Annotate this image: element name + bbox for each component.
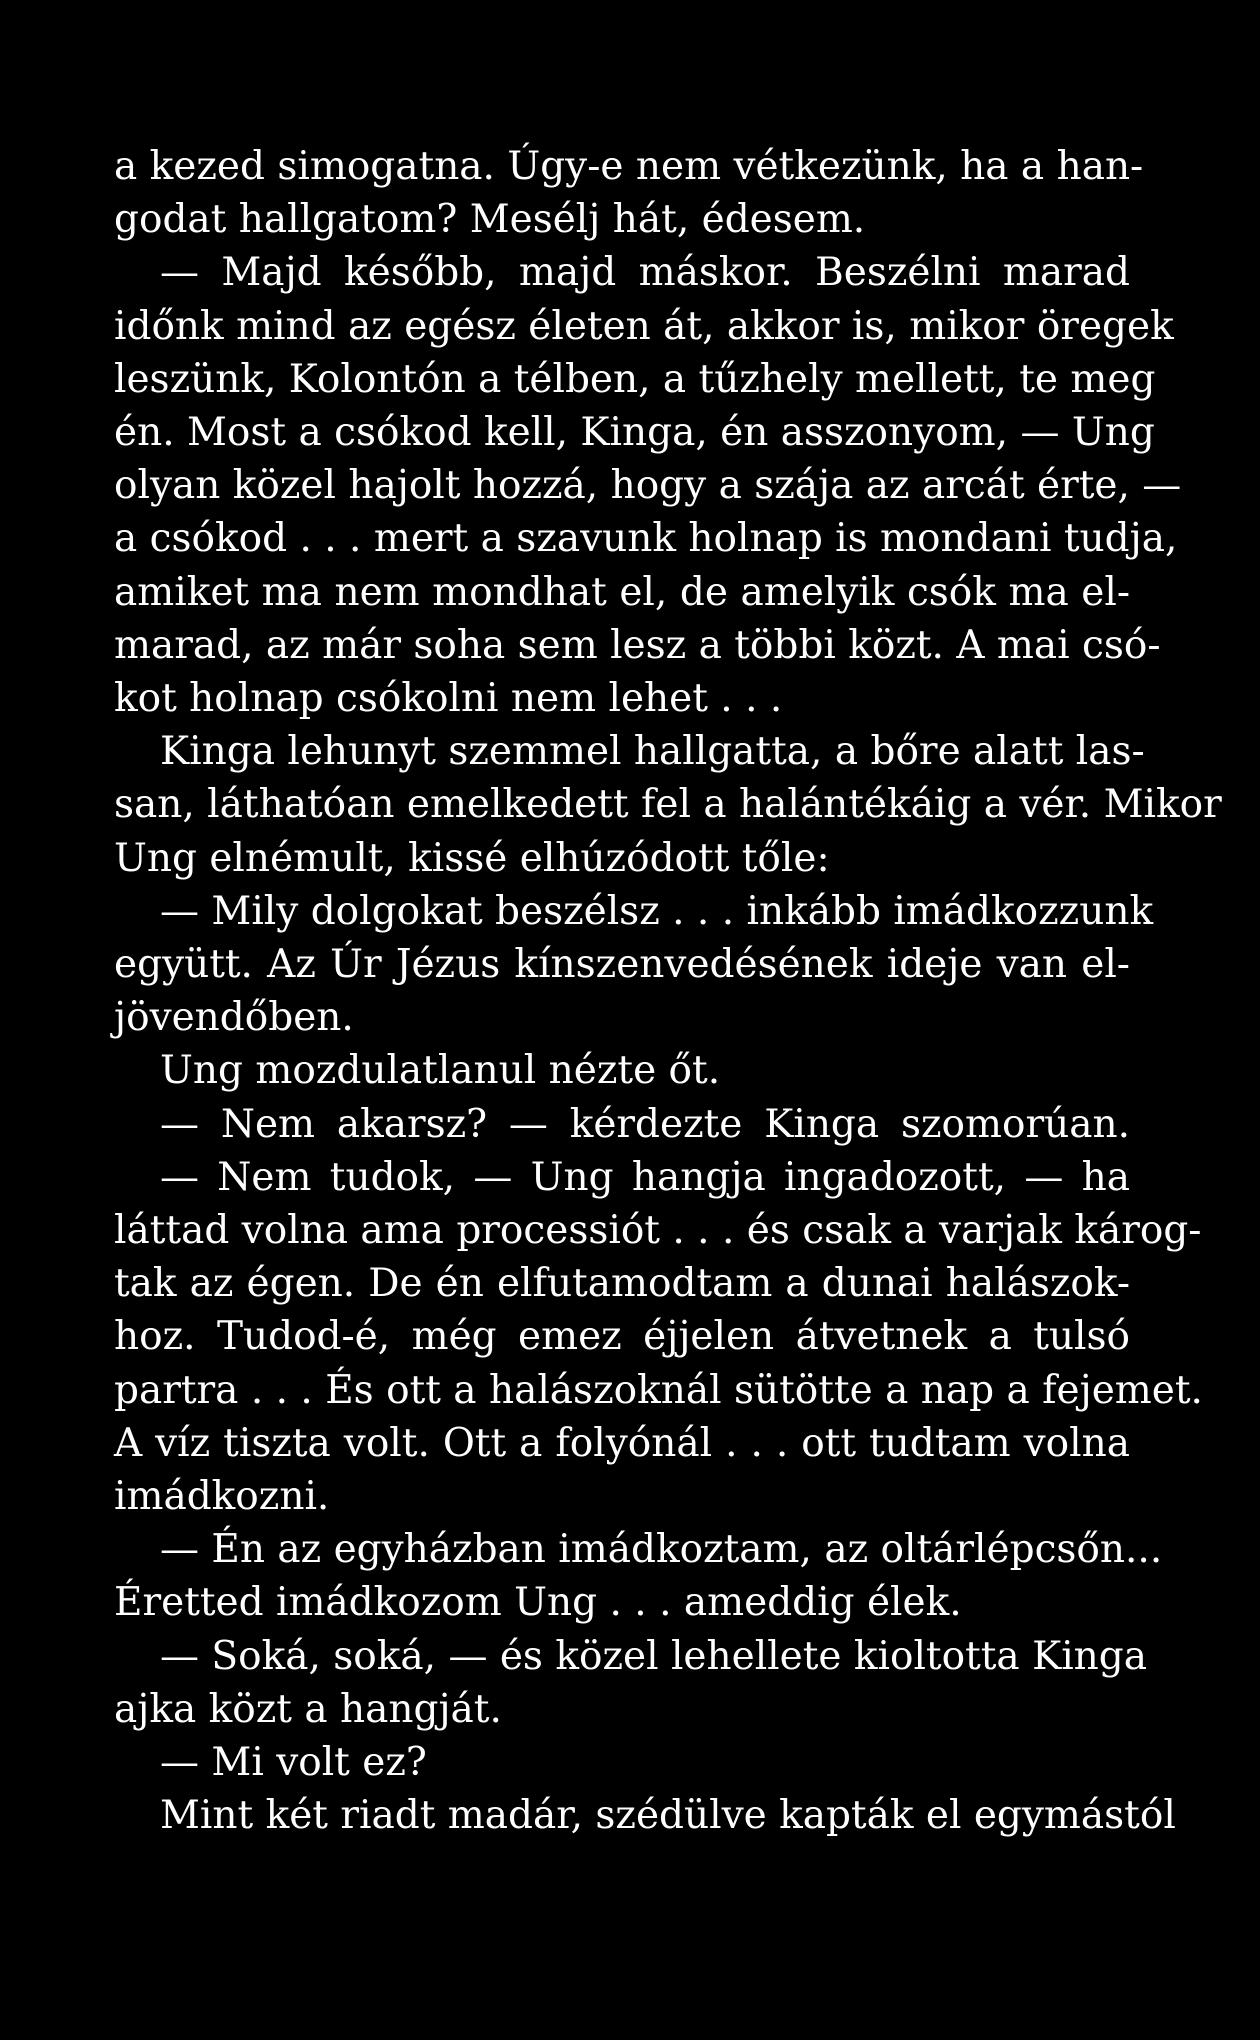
- text-line: tak az égen. De én elfutamodtam a dunai halászok-: [114, 1261, 1130, 1307]
- text-line: kot holnap csókolni nem lehet . . .: [114, 676, 783, 722]
- text-line: a csókod . . . mert a szavunk holnap is mondani tudja,: [114, 516, 1178, 562]
- text-line: — Majd később, majd máskor. Beszélni marad: [160, 250, 1130, 296]
- text-line: együtt. Az Úr Jézus kínszenvedésének ideje van el-: [114, 942, 1130, 988]
- text-line: marad, az már soha sem lesz a többi közt. A mai csó-: [114, 622, 1161, 668]
- text-line: — Mi volt ez?: [160, 1740, 427, 1786]
- text-line: — Mily dolgokat beszélsz . . . inkább imádkozzunk: [160, 888, 1154, 934]
- text-line: láttad volna ama processiót . . . és csak a varjak károg-: [114, 1208, 1202, 1254]
- text-line: — Nem akarsz? — kérdezte Kinga szomorúan.: [160, 1101, 1130, 1147]
- text-line: godat hallgatom? Mesélj hát, édesem.: [114, 197, 866, 243]
- text-line: partra . . . És ott a halászoknál sütötte a nap a fejemet.: [114, 1367, 1203, 1413]
- text-line: Éretted imádkozom Ung . . . ameddig élek.: [114, 1580, 962, 1626]
- text-line: jövendőben.: [114, 995, 354, 1041]
- text-line: — Én az egyházban imádkoztam, az oltárlépcsőn...: [160, 1527, 1163, 1573]
- text-line: Mint két riadt madár, szédülve kapták el egymástól: [160, 1793, 1176, 1839]
- text-line: — Nem tudok, — Ung hangja ingadozott, — ha: [160, 1154, 1130, 1200]
- text-line: san, láthatóan emelkedett fel a halántékáig a vér. Mikor: [114, 782, 1222, 828]
- text-line: A víz tiszta volt. Ott a folyónál . . . ott tudtam volna: [114, 1420, 1130, 1466]
- text-line: amiket ma nem mondhat el, de amelyik csók ma el-: [114, 569, 1130, 615]
- text-line: — Soká, soká, — és közel lehellete kioltotta Kinga: [160, 1633, 1148, 1679]
- text-line: a kezed simogatna. Úgy-e nem vétkezünk, ha a han-: [114, 144, 1144, 189]
- text-line: Ung elnémult, kissé elhúzódott tőle:: [114, 835, 830, 881]
- text-line: Ung mozdulatlanul nézte őt.: [160, 1048, 721, 1094]
- text-line: Kinga lehunyt szemmel hallgatta, a bőre alatt las-: [160, 729, 1145, 775]
- text-line: olyan közel hajolt hozzá, hogy a szája az arcát érte, —: [114, 463, 1182, 509]
- text-line: leszünk, Kolontón a télben, a tűzhely mellett, te meg: [114, 356, 1156, 402]
- text-line: ajka közt a hangját.: [114, 1686, 502, 1732]
- page-text: [114, 140, 1222, 1843]
- text-line: időnk mind az egész életen át, akkor is, mikor öregek: [114, 303, 1174, 349]
- text-line: én. Most a csókod kell, Kinga, én asszonyom, — Ung: [114, 410, 1155, 456]
- text-line: imádkozni.: [114, 1474, 330, 1520]
- text-line: hoz. Tudod-é, még emez éjjelen átvetnek a tulsó: [114, 1314, 1130, 1360]
